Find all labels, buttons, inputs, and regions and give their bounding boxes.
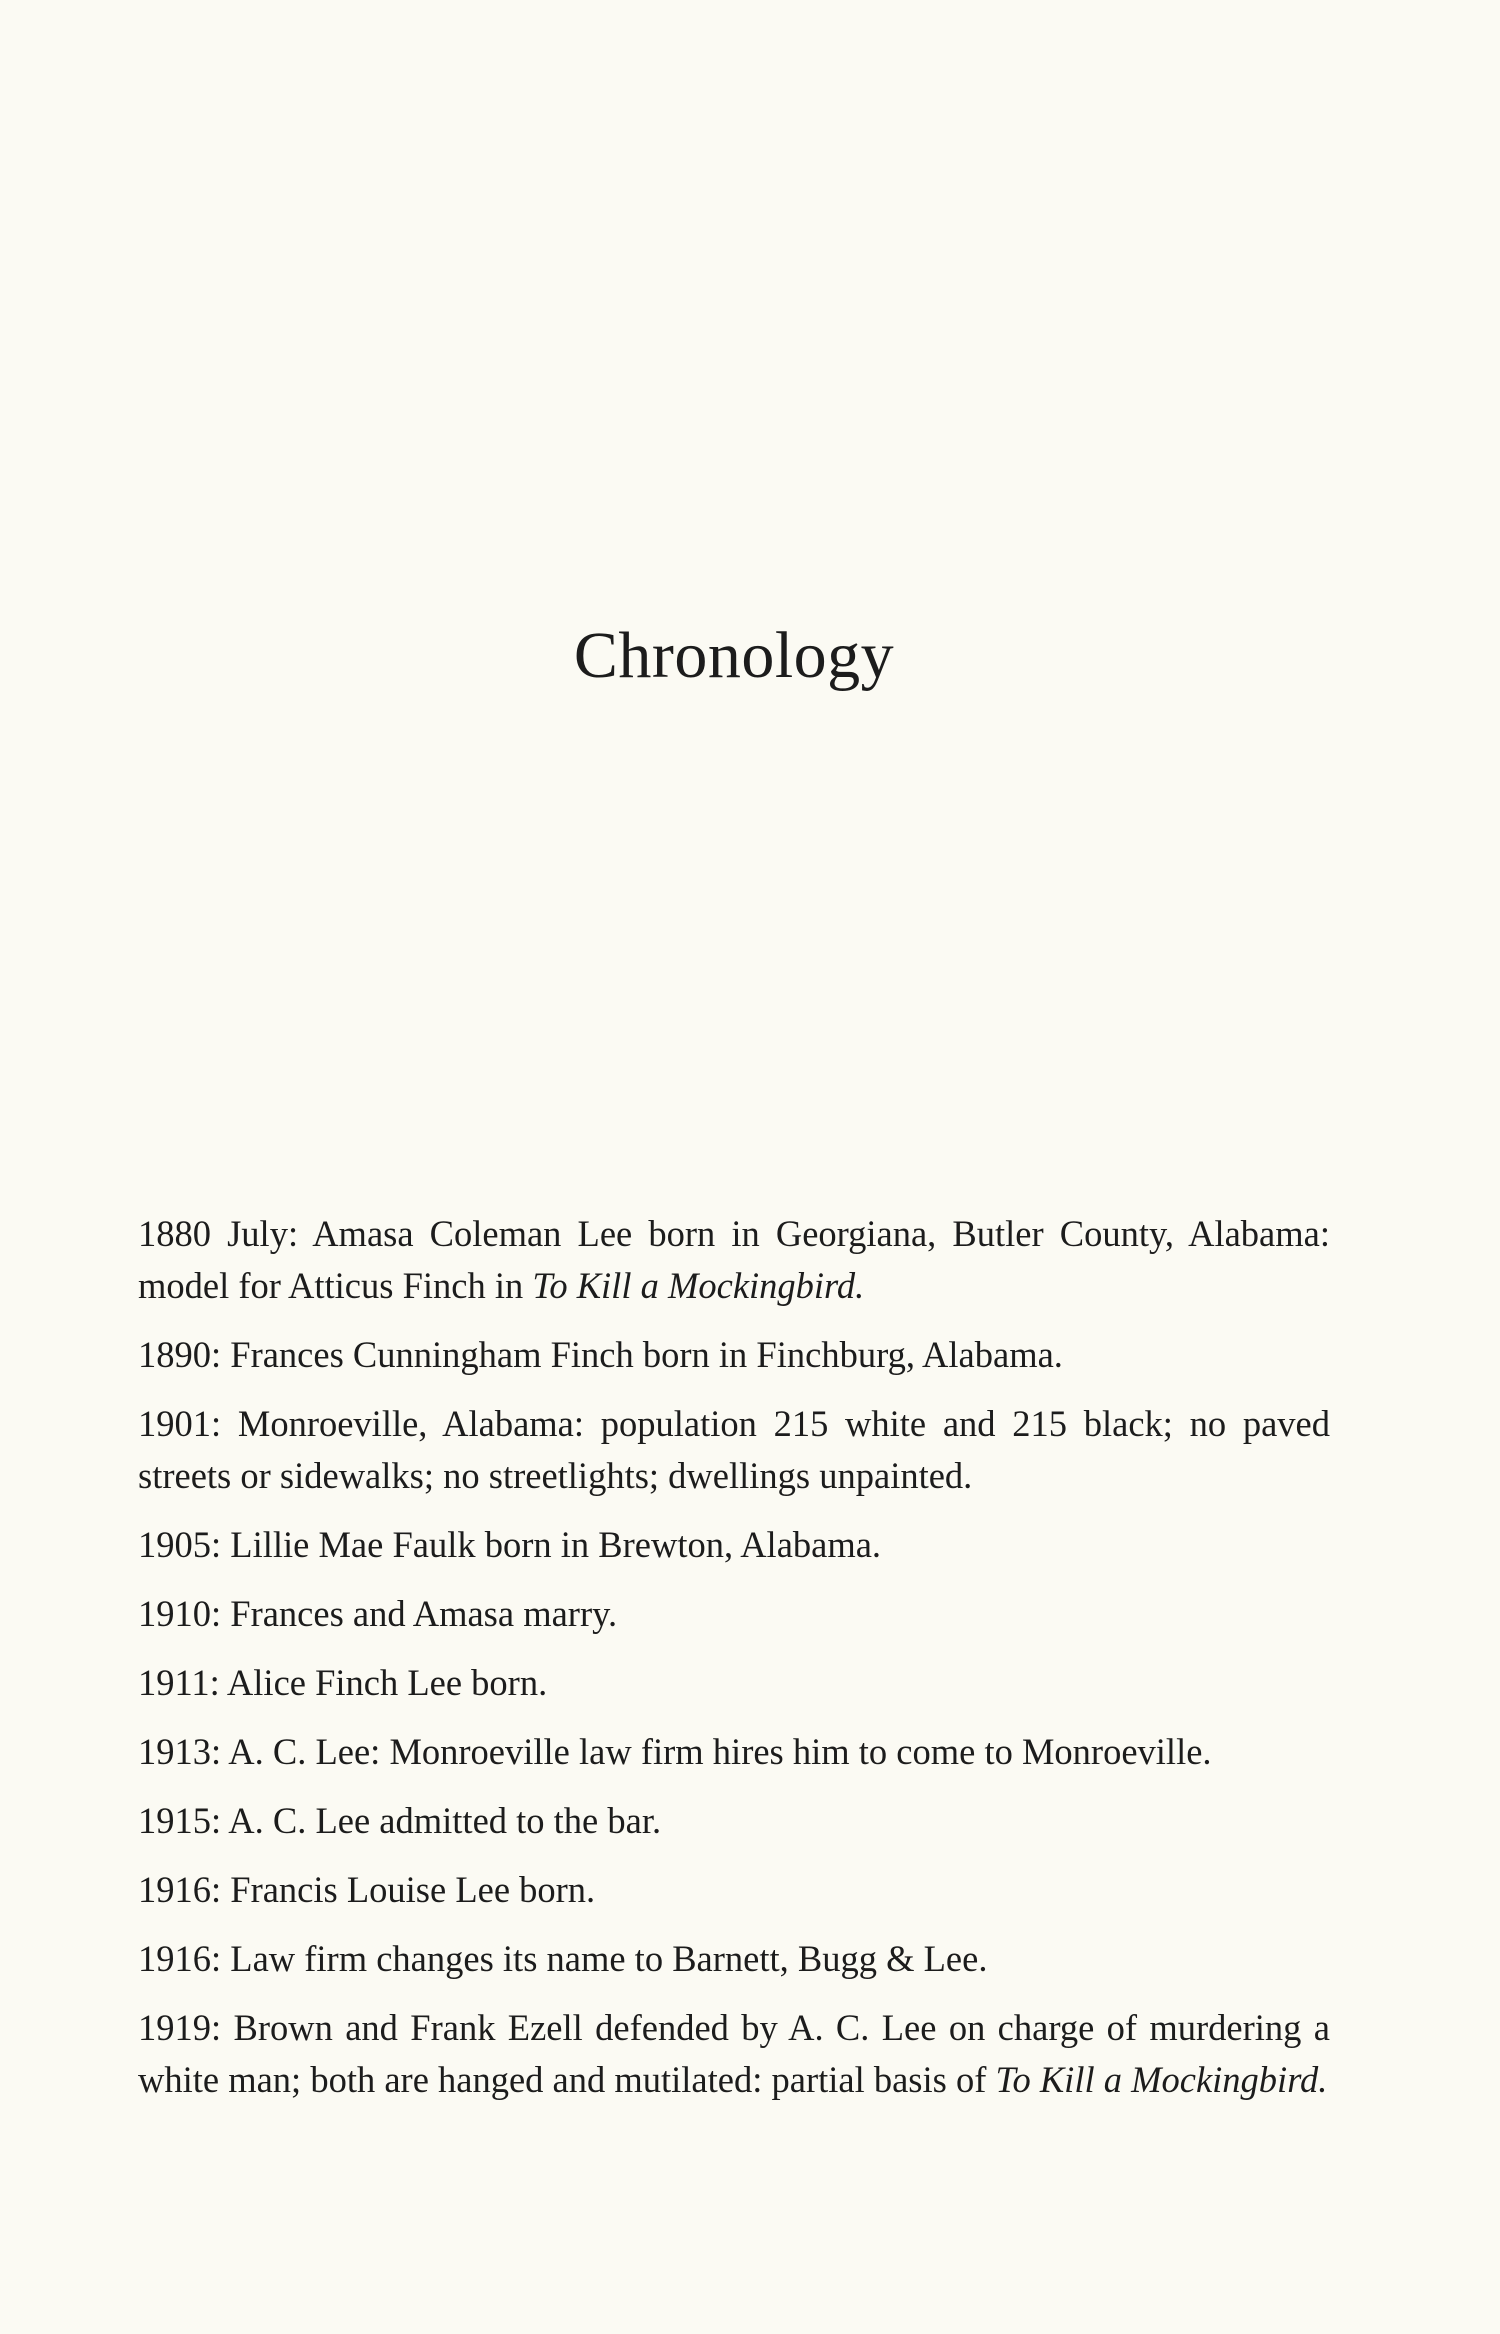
entry-date: 1880 July: — [138, 1213, 299, 1254]
chronology-entry — [138, 1795, 1330, 1847]
page-title: Chronology — [573, 619, 895, 692]
entry-text: Frances and Amasa marry. — [230, 1593, 618, 1634]
chronology-entry — [138, 2002, 1330, 2106]
entry-text: A. C. Lee: Monroeville law firm hires him to come to Monroeville. — [228, 1731, 1212, 1772]
entry-text: Lillie Mae Faulk born in Brewton, Alabama. — [230, 1524, 882, 1565]
chronology-entry — [138, 1329, 1330, 1381]
entry-date: 1911: — [138, 1662, 220, 1703]
entry-text: Francis Louise Lee born. — [230, 1869, 596, 1910]
chronology-entry — [138, 1864, 1330, 1916]
entry-text: Brown and Frank Ezell defended by A. C. Lee on charge of murdering a white man; both are hanged and mutilated: partial basis of — [138, 2007, 1330, 2100]
entry-date: 1905: — [138, 1524, 222, 1565]
entry-date: 1913: — [138, 1731, 222, 1772]
entry-italic-title: To Kill a Mockingbird. — [995, 2059, 1328, 2100]
chronology-entry — [138, 1519, 1330, 1571]
chronology-entry — [138, 1933, 1330, 1985]
chronology-entry — [138, 1657, 1330, 1709]
entry-date: 1915: — [138, 1800, 222, 1841]
entry-text: Law firm changes its name to Barnett, Bugg & Lee. — [230, 1938, 988, 1979]
entry-date: 1916: — [138, 1869, 222, 1910]
entry-italic-title: To Kill a Mockingbird. — [532, 1265, 865, 1306]
chronology-entry — [138, 1588, 1330, 1640]
entry-text: Alice Finch Lee born. — [226, 1662, 548, 1703]
chronology-entry — [138, 1398, 1330, 1502]
chronology-list — [138, 1208, 1330, 2123]
entry-date: 1919: — [138, 2007, 222, 2048]
entry-date: 1910: — [138, 1593, 222, 1634]
entry-date: 1890: — [138, 1334, 222, 1375]
entry-date: 1901: — [138, 1403, 222, 1444]
entry-text: Frances Cunningham Finch born in Finchburg, Alabama. — [230, 1334, 1063, 1375]
chronology-entry — [138, 1208, 1330, 1312]
entry-text: Amasa Coleman Lee born in Georgiana, Butler County, Alabama: model for Atticus Finch in — [138, 1213, 1330, 1306]
entry-text: A. C. Lee admitted to the bar. — [228, 1800, 662, 1841]
chronology-entry — [138, 1726, 1330, 1778]
entry-date: 1916: — [138, 1938, 222, 1979]
entry-text: Monroeville, Alabama: population 215 white and 215 black; no paved streets or sidewalks; no streetlights; dwellings unpainted. — [138, 1403, 1330, 1496]
